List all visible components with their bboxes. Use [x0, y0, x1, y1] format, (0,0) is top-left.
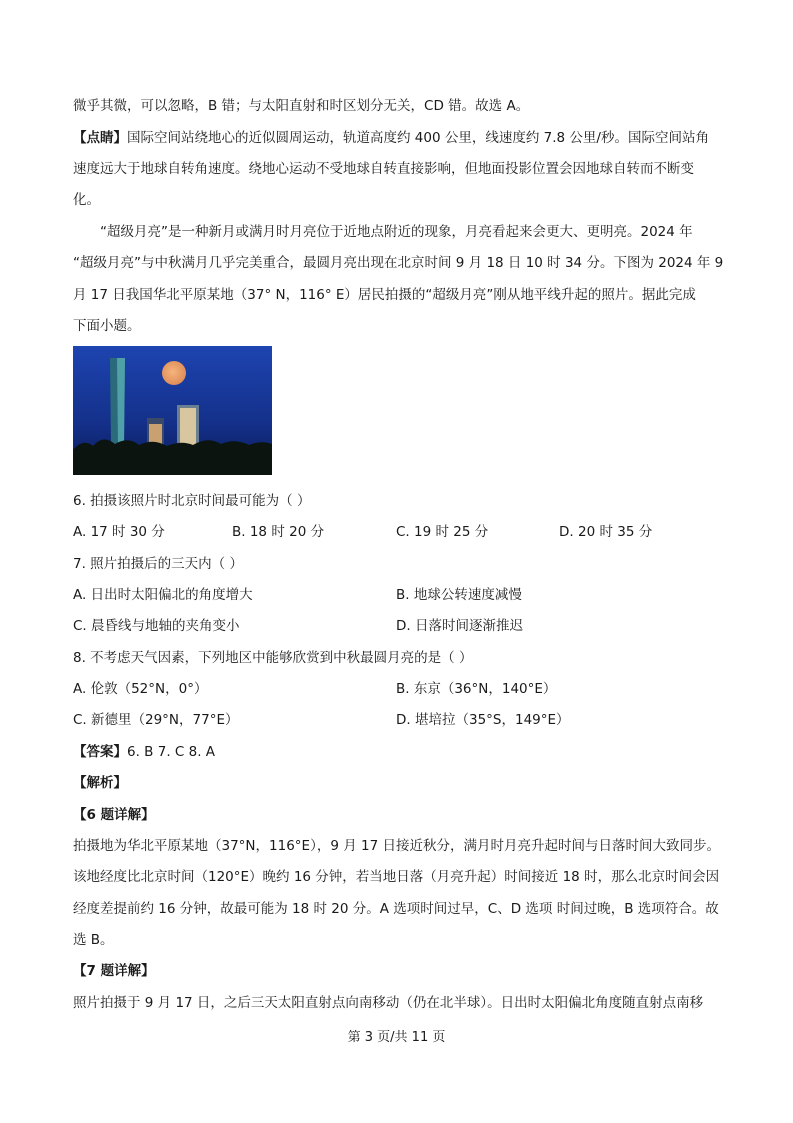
text-line: 月 17 日我国华北平原某地（37° N，116° E）居民拍摄的“超级月亮”刚从地平线升起的照片。据此完成 — [73, 287, 696, 303]
text-line: 化。 — [73, 192, 100, 208]
q7-option-d: D. 日落时间逐渐推迟 — [396, 618, 523, 634]
detail-6-line: 该地经度比北京时间（120°E）晚约 16 分钟，若当地日落（月亮升起）时间接近 18 时，那么北京时间会因 — [73, 869, 720, 885]
text-line: 速度远大于地球自转角速度。绕地心运动不受地球自转直接影响，但地面投影位置会因地球自转而不断变 — [73, 161, 694, 177]
page-footer: 第 3 页/共 11 页 — [347, 1030, 446, 1045]
analysis-tag: 【解析】 — [73, 775, 127, 791]
text-line-insight — [73, 128, 709, 148]
q6-option-d: D. 20 时 35 分 — [559, 524, 653, 540]
text-line: 微乎其微，可以忽略，B 错；与太阳直射和时区划分无关，CD 错。故选 A。 — [73, 98, 530, 114]
q7-option-c: C. 晨昏线与地轴的夹角变小 — [73, 618, 240, 634]
q8-option-a: A. 伦敦（52°N，0°） — [73, 681, 208, 697]
detail-6-tag: 【6 题详解】 — [73, 807, 155, 823]
question-6: 6. 拍摄该照片时北京时间最可能为（ ） — [73, 493, 311, 509]
question-8: 8. 不考虑天气因素，下列地区中能够欣赏到中秋最圆月亮的是（ ） — [73, 650, 473, 666]
text-line: “超级月亮”与中秋满月几乎完美重合，最圆月亮出现在北京时间 9 月 18 日 10 时 34 分。下图为 2024 年 9 — [73, 255, 724, 271]
q8-option-c: C. 新德里（29°N，77°E） — [73, 712, 239, 728]
q6-option-a: A. 17 时 30 分 — [73, 524, 165, 540]
text-line: “超级月亮”是一种新月或满月时月亮位于近地点附近的现象，月亮看起来会更大、更明亮。2024 年 — [100, 224, 693, 240]
q7-option-a: A. 日出时太阳偏北的角度增大 — [73, 587, 253, 603]
insight-tag: 【点睛】 — [73, 130, 127, 146]
detail-6-line: 拍摄地为华北平原某地（37°N，116°E），9 月 17 日接近秋分，满月时月亮升起时间与日落时间大致同步。 — [73, 838, 720, 854]
q7-option-b: B. 地球公转速度减慢 — [396, 587, 522, 603]
q6-option-c: C. 19 时 25 分 — [396, 524, 489, 540]
q8-option-d: D. 堪培拉（35°S，149°E） — [396, 712, 570, 728]
answer-tag: 【答案】 — [73, 744, 127, 760]
insight-text: 国际空间站绕地心的近似圆周运动，轨道高度约 400 公里，线速度约 7.8 公里/秒。国际空间站角 — [127, 130, 709, 146]
supermoon-photo — [73, 346, 272, 475]
detail-6-line: 选 B。 — [73, 932, 114, 948]
answer-line — [73, 742, 215, 762]
detail-7-tag: 【7 题详解】 — [73, 963, 155, 979]
text-line: 下面小题。 — [73, 318, 141, 334]
q8-option-b: B. 东京（36°N，140°E） — [396, 681, 557, 697]
question-7: 7. 照片拍摄后的三天内（ ） — [73, 556, 243, 572]
detail-7-line: 照片拍摄于 9 月 17 日，之后三天太阳直射点向南移动（仍在北半球）。日出时太阳偏北角度随直射点南移 — [73, 995, 704, 1011]
detail-6-line: 经度差提前约 16 分钟，故最可能为 18 时 20 分。A 选项时间过早，C、D 选项 时间过晚，B 选项符合。故 — [73, 901, 719, 917]
answer-text: 6. B 7. C 8. A — [127, 744, 216, 760]
q6-option-b: B. 18 时 20 分 — [232, 524, 325, 540]
